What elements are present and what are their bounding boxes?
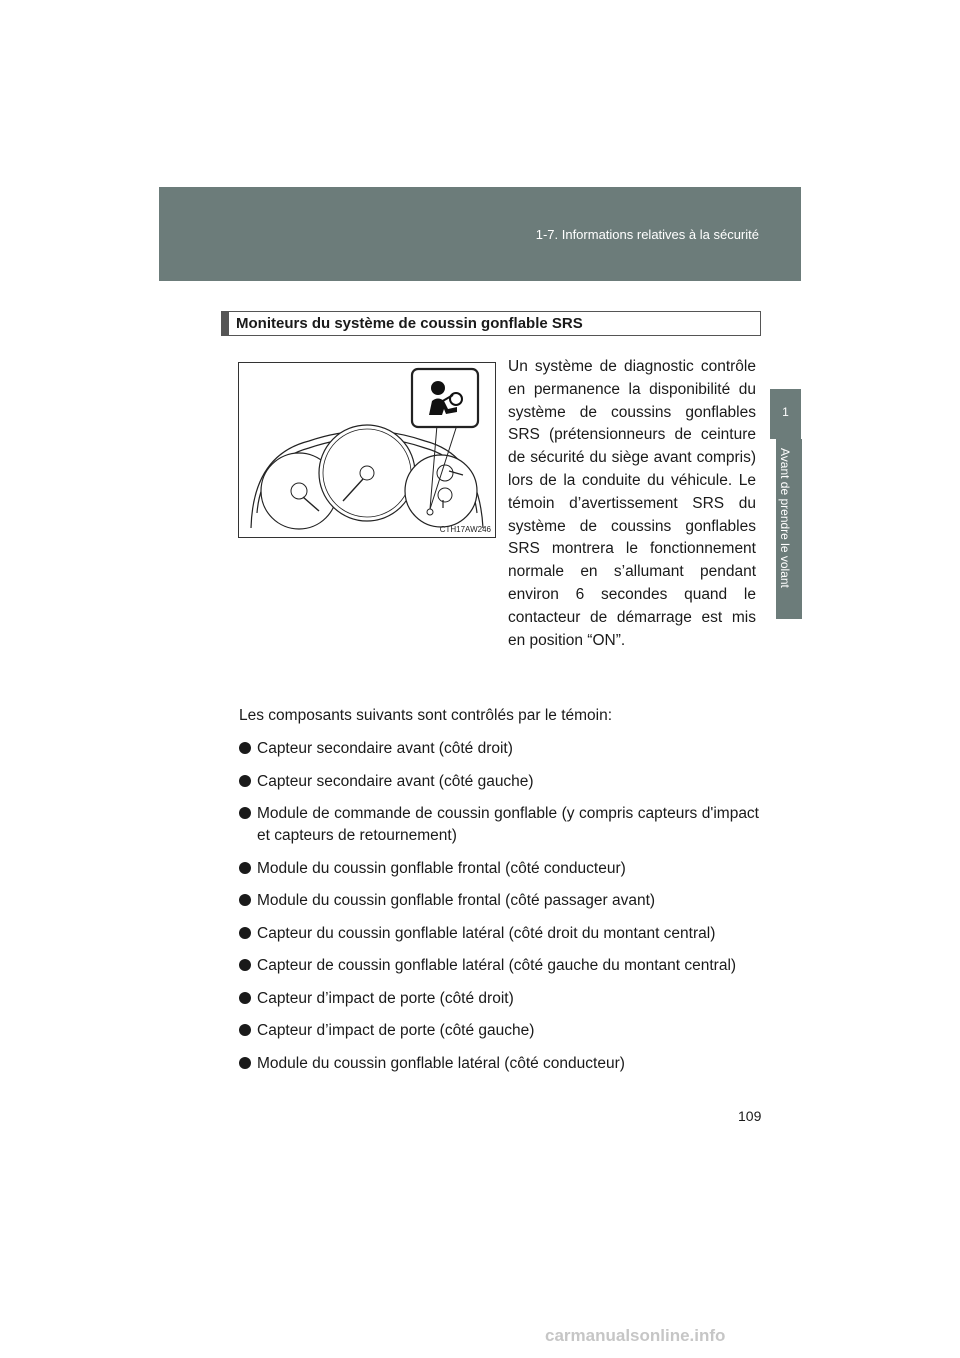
bullet-icon — [239, 894, 251, 906]
list-item: Capteur secondaire avant (côté gauche) — [239, 771, 759, 793]
chapter-tab-number: 1 — [782, 405, 789, 419]
list-item: Module du coussin gonflable frontal (côté conducteur) — [239, 858, 759, 880]
section-heading-box — [221, 311, 761, 336]
page-number: 109 — [738, 1108, 762, 1124]
list-item: Capteur d’impact de porte (côté gauche) — [239, 1020, 759, 1042]
bullet-icon — [239, 775, 251, 787]
bullet-icon — [239, 927, 251, 939]
instrument-cluster-illustration — [239, 363, 495, 537]
header-band — [159, 187, 801, 281]
section-title: Moniteurs du système de coussin gonflable SRS — [236, 315, 583, 332]
list-item: Capteur de coussin gonflable latéral (côté gauche du montant central) — [239, 955, 759, 977]
list-item: Capteur du coussin gonflable latéral (côté droit du montant central) — [239, 923, 759, 945]
lead-paragraph: Les composants suivants sont contrôlés par le témoin: — [239, 707, 613, 724]
figure-code: CTH17AW246 — [439, 525, 491, 534]
list-item: Capteur secondaire avant (côté droit) — [239, 738, 759, 760]
bullet-icon — [239, 742, 251, 754]
bullet-icon — [239, 959, 251, 971]
bullet-icon — [239, 1024, 251, 1036]
chapter-tab — [770, 389, 801, 439]
intro-paragraph: Un système de diagnostic contrôle en permanence la disponibilité du système de coussins gonflables SRS (prétensionneurs de ceinture de sécurité du siège avant compris) lors de la conduite du véhicule. Le témoin d’avertissement SRS du système de coussins gonflables SRS montrera le fonctionnement normale en s’allumant pendant environ 6 secondes quand le contacteur de démarrage est mis en position “ON”. — [508, 358, 756, 649]
list-item: Module du coussin gonflable latéral (côté conducteur) — [239, 1053, 759, 1075]
watermark: carmanualsonline.info — [545, 1326, 726, 1345]
list-item: Module de commande de coussin gonflable (y compris capteurs d'impact et capteurs de retournement) — [239, 803, 759, 847]
bullet-icon — [239, 862, 251, 874]
bullet-icon — [239, 807, 251, 819]
chapter-tab-label: Avant de prendre le volant — [778, 448, 792, 588]
bullet-icon — [239, 992, 251, 1004]
bullet-icon — [239, 1057, 251, 1069]
list-item: Module du coussin gonflable frontal (côté passager avant) — [239, 890, 759, 912]
instrument-cluster-figure — [238, 362, 496, 538]
chapter-title: 1-7. Informations relatives à la sécurité — [535, 227, 759, 242]
list-item: Capteur d’impact de porte (côté droit) — [239, 988, 759, 1010]
component-list — [239, 738, 759, 1085]
